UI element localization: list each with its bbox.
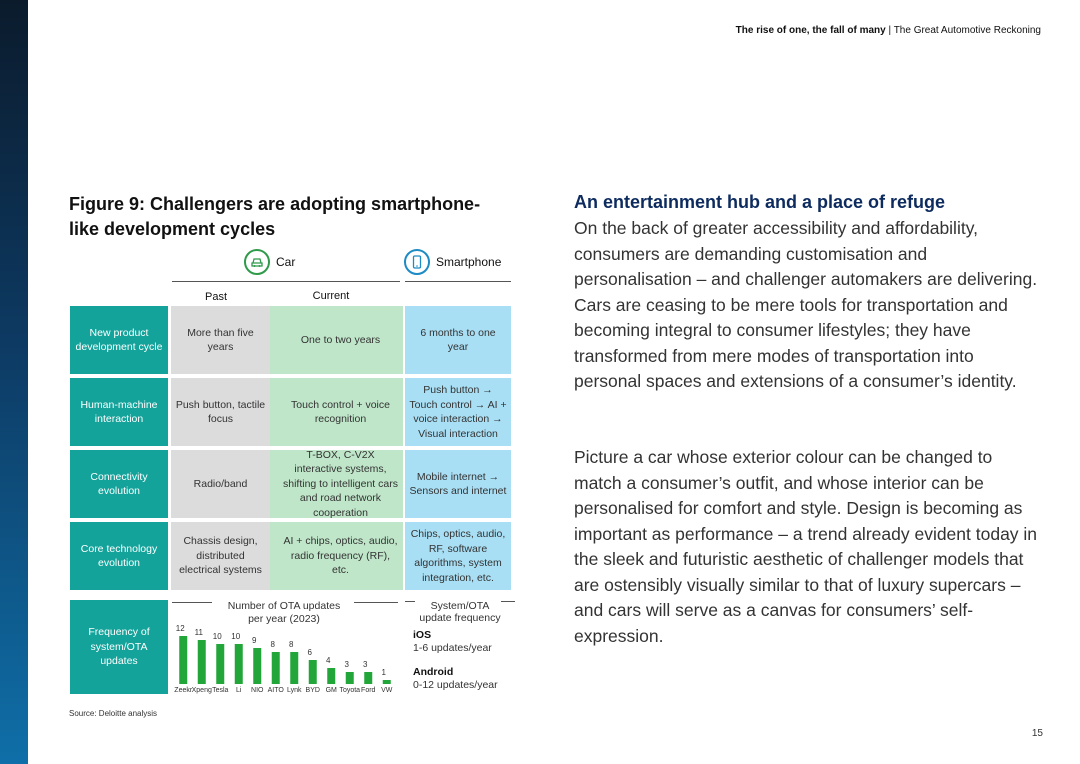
past-cell: Chassis design, distributed electrical systems — [171, 522, 270, 590]
bar-nio — [253, 648, 261, 684]
bar-ford — [364, 672, 372, 684]
bar-vw — [383, 680, 391, 684]
bar-value-label: 3 — [363, 660, 368, 669]
phone-cell: Chips, optics, audio, RF, software algorithms, system integration, etc. — [405, 522, 511, 590]
bar-toyota — [346, 672, 354, 684]
ios-label: iOS — [413, 629, 432, 641]
bar-tesla — [216, 644, 224, 684]
row-hmi — [70, 378, 511, 446]
ios-value: 1-6 updates/year — [413, 642, 492, 654]
current-cell: Touch control + voice recognition — [270, 378, 403, 446]
section-title: An entertainment hub and a place of refuge — [574, 192, 946, 212]
phone-cell: Mobile internet → Sensors and internet — [405, 450, 511, 518]
phone-divider — [405, 281, 511, 282]
phone-ota-info — [407, 600, 513, 694]
bar-xpeng — [198, 640, 206, 684]
bar-value-label: 9 — [252, 636, 257, 645]
phone-title-rule-right — [501, 601, 515, 602]
current-cell: One to two years — [270, 306, 403, 374]
bar-category-label: NIO — [251, 687, 264, 694]
page-number: 15 — [1031, 728, 1043, 739]
car-header — [244, 249, 295, 275]
col-head-past: Past — [204, 291, 227, 303]
phone-title-rule-left — [405, 601, 415, 602]
header-separator: | — [885, 25, 894, 36]
bar-value-label: 8 — [289, 640, 294, 649]
bar-category-label: Xpeng — [191, 687, 212, 694]
current-cell: AI + chips, optics, audio, radio frequency (RF), etc. — [270, 522, 403, 590]
car-label: Car — [276, 255, 296, 269]
header-rest: The Great Automotive Reckoning — [893, 25, 1041, 36]
running-header — [736, 25, 1041, 36]
bar-byd — [309, 660, 317, 684]
car-divider — [172, 281, 400, 282]
row-label: Frequency of system/OTA updates — [70, 600, 168, 694]
row-connectivity — [70, 450, 511, 518]
bar-category-label: Li — [236, 687, 242, 694]
bar-value-label: 10 — [231, 632, 241, 641]
bar-category-label: Zeekr — [174, 687, 193, 694]
past-cell: Radio/band — [171, 450, 270, 518]
bar-value-label: 1 — [381, 668, 386, 677]
row-core-tech — [70, 522, 511, 590]
row-ota — [70, 600, 511, 694]
phone-cell: Push button → Touch control → AI + voice interaction → Visual interaction — [405, 378, 511, 446]
row-label: Core technology evolution — [70, 522, 168, 590]
bar-category-label: Lynk — [286, 687, 302, 694]
bar-category-label: GM — [325, 687, 337, 694]
bar-category-label: Tesla — [212, 687, 229, 694]
bar-value-label: 10 — [212, 632, 222, 641]
phone-cell: 6 months to one year — [405, 306, 511, 374]
row-label: Human-machine interaction — [70, 378, 168, 446]
ota-chart-area — [168, 600, 400, 694]
left-accent-bar — [0, 0, 28, 764]
android-value: 0-12 updates/year — [413, 679, 498, 691]
phone-ota-title: System/OTA update frequency — [419, 600, 501, 624]
ota-chart-title: Number of OTA updates per year (2023) — [227, 600, 341, 625]
smartphone-icon — [404, 249, 430, 275]
bar-category-label: Toyota — [339, 687, 361, 694]
smartphone-header — [404, 249, 501, 275]
bar-value-label: 3 — [344, 660, 349, 669]
bar-li — [235, 644, 243, 684]
android-label: Android — [413, 666, 454, 678]
paragraph-1: On the back of greater accessibility and affordability, consumers are demanding customisation and personalisation – and challenger automakers are delivering. Cars are ceasing to be mere tools for transportation and becoming integral to consumer lifestyles; they have transformed from mere modes of transportation into personal spaces and extensions of a consumer’s identity. — [574, 218, 1038, 391]
bar-zeekr — [179, 636, 187, 684]
bar-value-label: 12 — [175, 624, 185, 633]
bar-category-label: AITO — [267, 687, 284, 694]
bar-category-label: Ford — [361, 687, 376, 694]
bar-value-label: 8 — [270, 640, 275, 649]
bar-value-label: 6 — [307, 648, 312, 657]
car-icon — [244, 249, 270, 275]
header-bold: The rise of one, the fall of many — [735, 25, 886, 36]
bar-lynk — [290, 652, 298, 684]
smartphone-label: Smartphone — [436, 255, 502, 269]
bar-value-label: 11 — [194, 628, 203, 637]
paragraph-2: Picture a car whose exterior colour can be changed to match a consumer’s outfit, and whose interior can be personalised for comfort and style. Design is becoming as important as performance – a trend already evident today in the sleek and futuristic aesthetic of challenger models that are ostensibly visually similar to that of luxury supercars – and cars will serve as a canvas for consumers’ self-expression. — [574, 447, 1038, 646]
bar-value-label: 4 — [326, 656, 331, 665]
row-label: Connectivity evolution — [70, 450, 168, 518]
past-cell: Push button, tactile focus — [171, 378, 270, 446]
col-head-current: Current — [312, 290, 350, 302]
past-cell: More than five years — [171, 306, 270, 374]
current-cell: T-BOX, C-V2X interactive systems, shifting to intelligent cars and road network cooperation — [270, 450, 403, 518]
bar-aito — [272, 652, 280, 684]
figure-title: Figure 9: Challengers are adopting smartphone-like development cycles — [69, 194, 481, 239]
ota-bar-chart — [168, 600, 400, 694]
bar-category-label: BYD — [305, 687, 320, 694]
figure-source: Source: Deloitte analysis — [69, 709, 158, 718]
row-product-cycle — [70, 306, 511, 374]
bar-gm — [327, 668, 335, 684]
row-label: New product development cycle — [70, 306, 168, 374]
bar-category-label: VW — [381, 687, 393, 694]
